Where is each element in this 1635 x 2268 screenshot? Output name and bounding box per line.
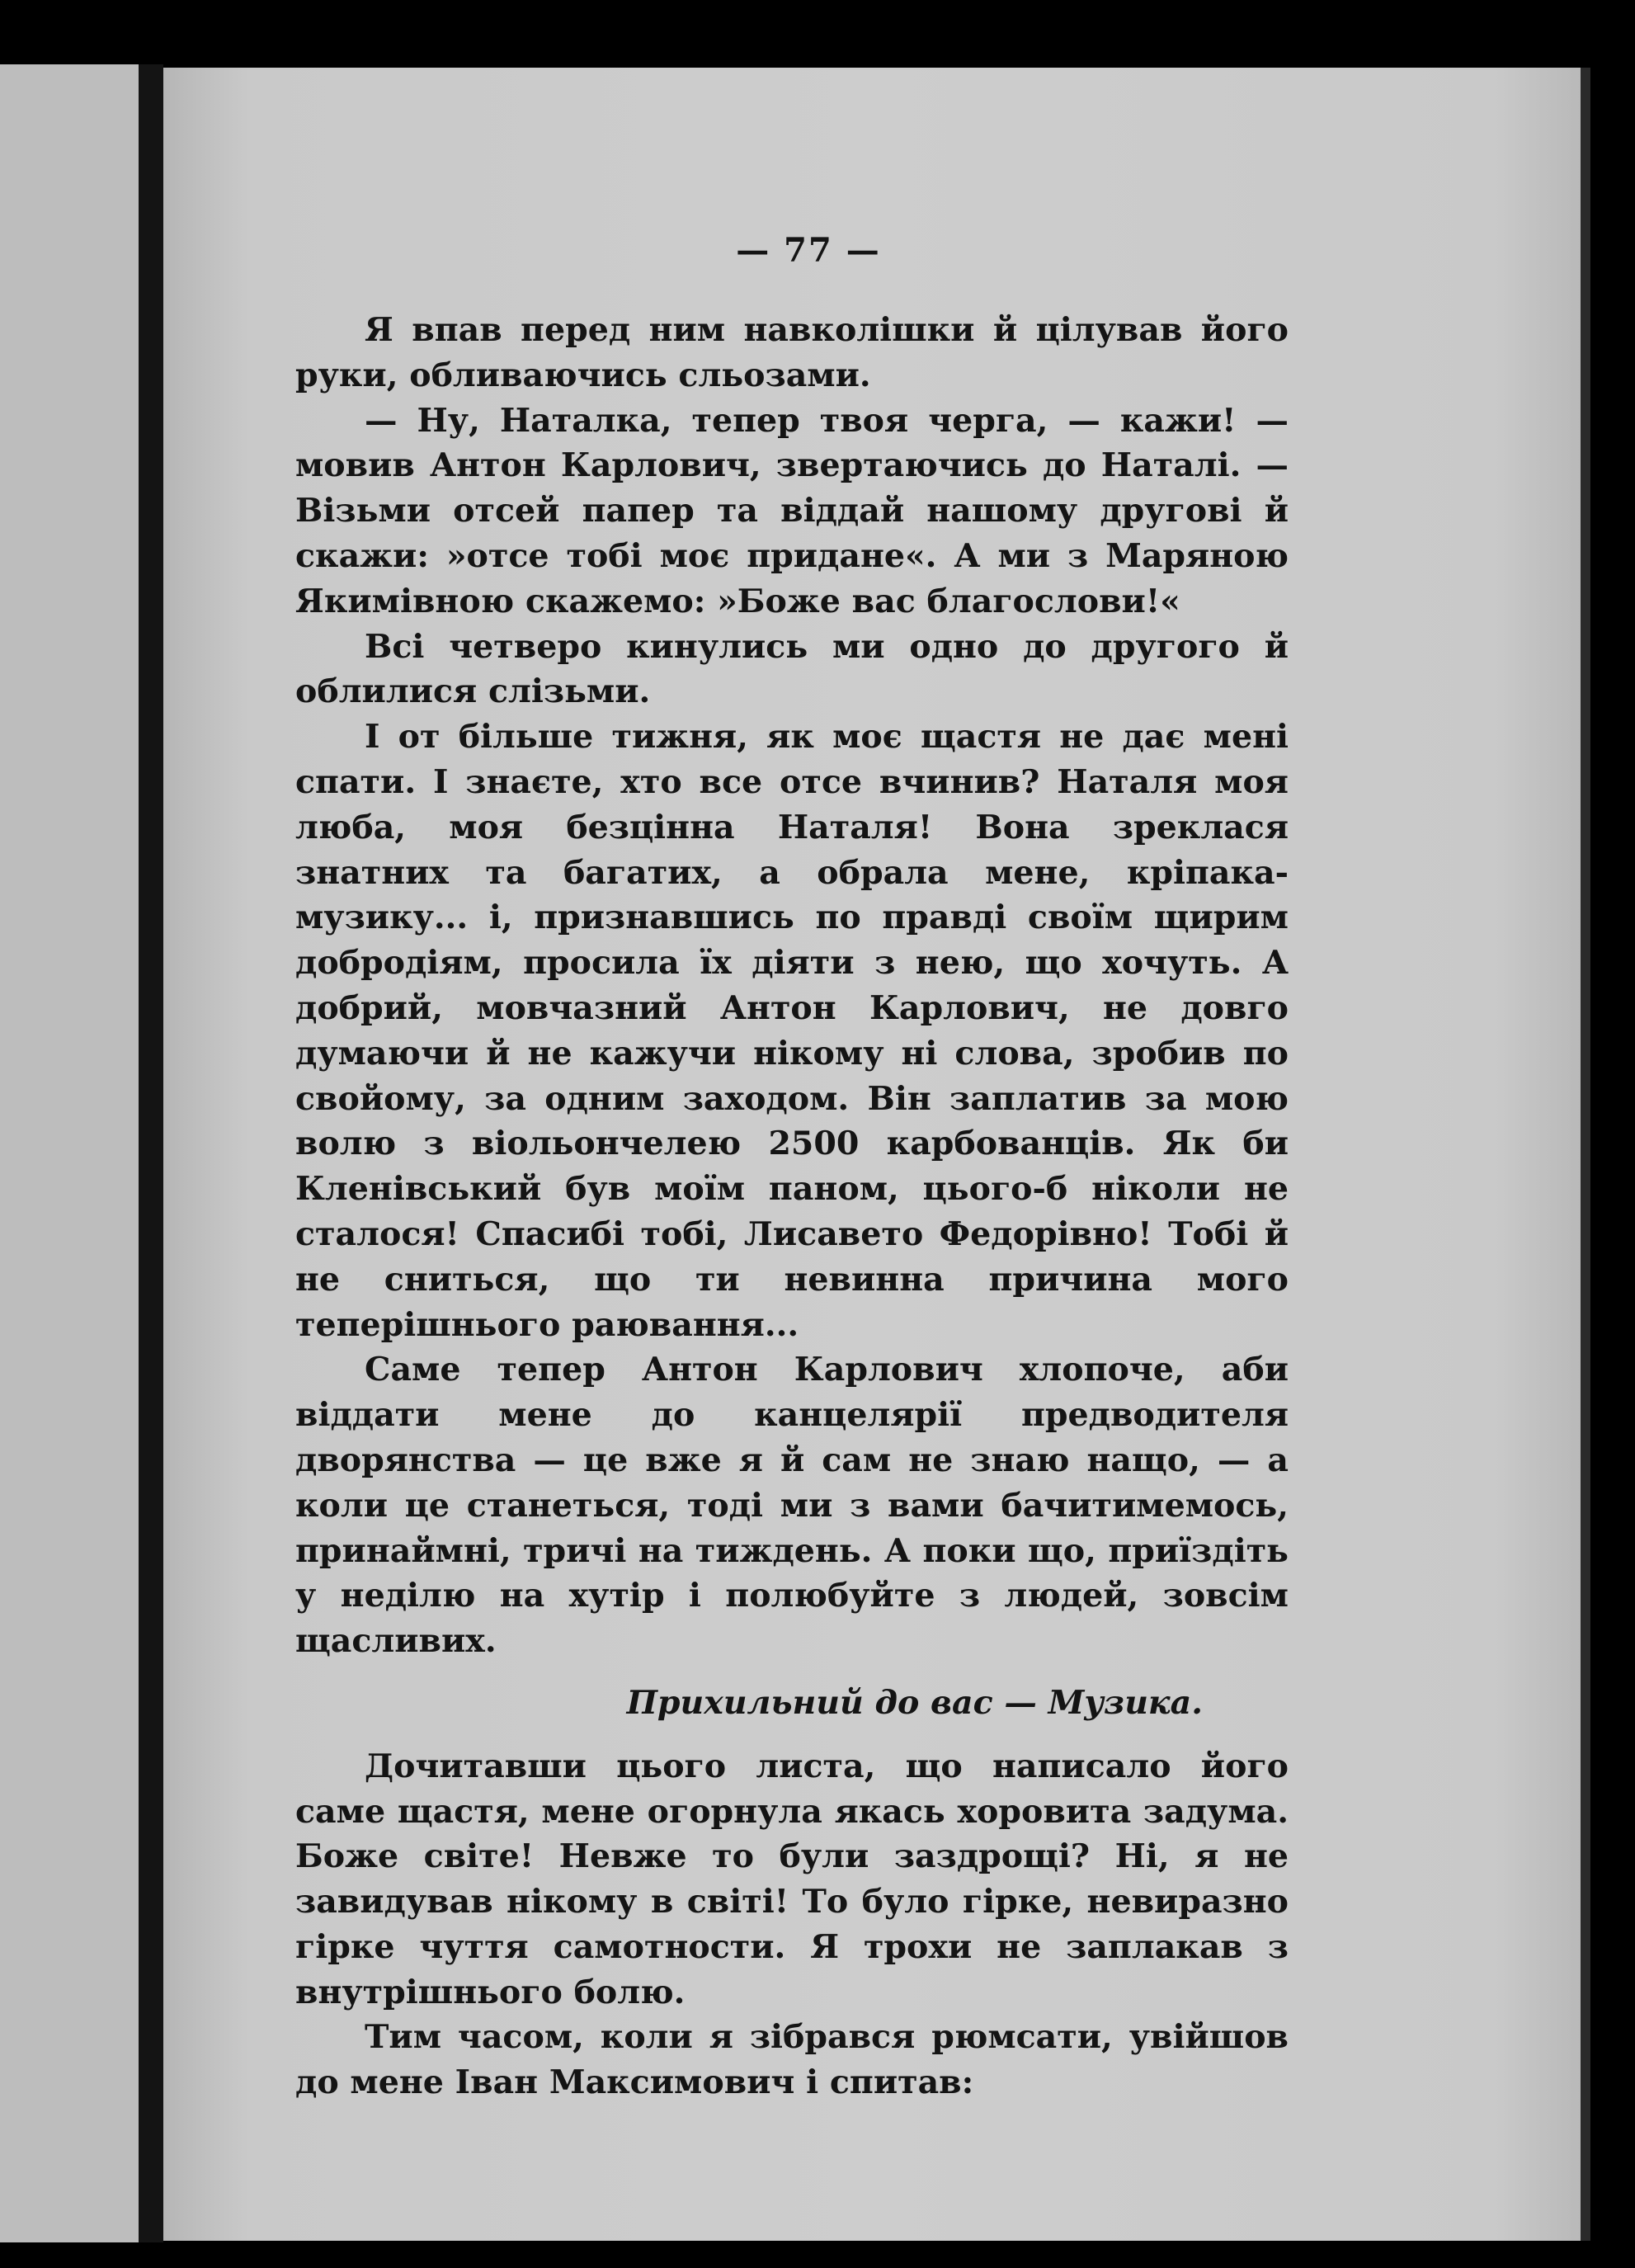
paragraph: Саме тепер Антон Карлович хлопоче, аби віддати мене до канцелярії предводителя дворянства — це вже я й сам не знаю нащо, — а коли це станеться, тоді ми з вами бачитимемось, принаймні, тричі на тиждень. А поки що, приїздіть у неділю на хутір і полюбуйте з людей, зовсім щасливих.	[295, 1351, 1289, 1661]
page-text	[295, 231, 1289, 2105]
page-number: — 77 —	[736, 231, 881, 270]
page-right-edge	[1581, 68, 1590, 2241]
previous-page-edge	[0, 64, 139, 2242]
paragraph: І от більше тижня, як моє щастя не дає мені спати. І знаєте, хто все отсе вчинив? Наталя моя люба, моя безцінна Наталя! Вона зреклася знатних та багатих, а обрала мене, кріпака-музику... і, признавшись по правді своїм щирим добродіям, просила їх діяти з нею, що хочуть. А добрий, мовчазний Антон Карлович, не довго думаючи й не кажучи нікому ні слова, зробив по свойому, за одним заходом. Він заплатив за мою волю з віольончелею 2500 карбованців. Як би Кленівський був моїм паном, цього-б ніколи не сталося! Спасибі тобі, Лисавето Федорівно! Тобі й не сниться, що ти невинна причина мого теперішнього раювання...	[295, 718, 1289, 1344]
paragraph: Всі четверо кинулись ми одно до другого й облилися слізьми.	[295, 627, 1289, 711]
paragraph: Тим часом, коли я зібрався рюмсати, увійшов до мене Іван Максимович і спитав:	[295, 2018, 1289, 2102]
paragraph: — Ну, Наталка, тепер твоя черга, — кажи! — мовив Антон Карлович, звертаючись до Наталі. — Візьми отсей папер та віддай нашому другові й скажи: »отсе тобі моє придане«. А ми з Маряною Якимівною скажемо: »Боже вас благослови!«	[295, 401, 1289, 620]
book-gutter	[139, 64, 163, 2242]
letter-signature: Прихильний до вас — Музика.	[626, 1683, 1203, 1722]
paragraph: Я впав перед ним навколішки й цілував його руки, обливаючись сльозами.	[295, 311, 1289, 394]
paragraph: Дочитавши цього листа, що написало його саме щастя, мене огорнула якась хоровита задума. Боже світе! Невже то були заздрощі? Ні, я не завидував нікому в світі! То було гірке, невиразно гірке чуття самотности. Я трохи не заплакав з внутрішнього болю.	[295, 1747, 1289, 2011]
